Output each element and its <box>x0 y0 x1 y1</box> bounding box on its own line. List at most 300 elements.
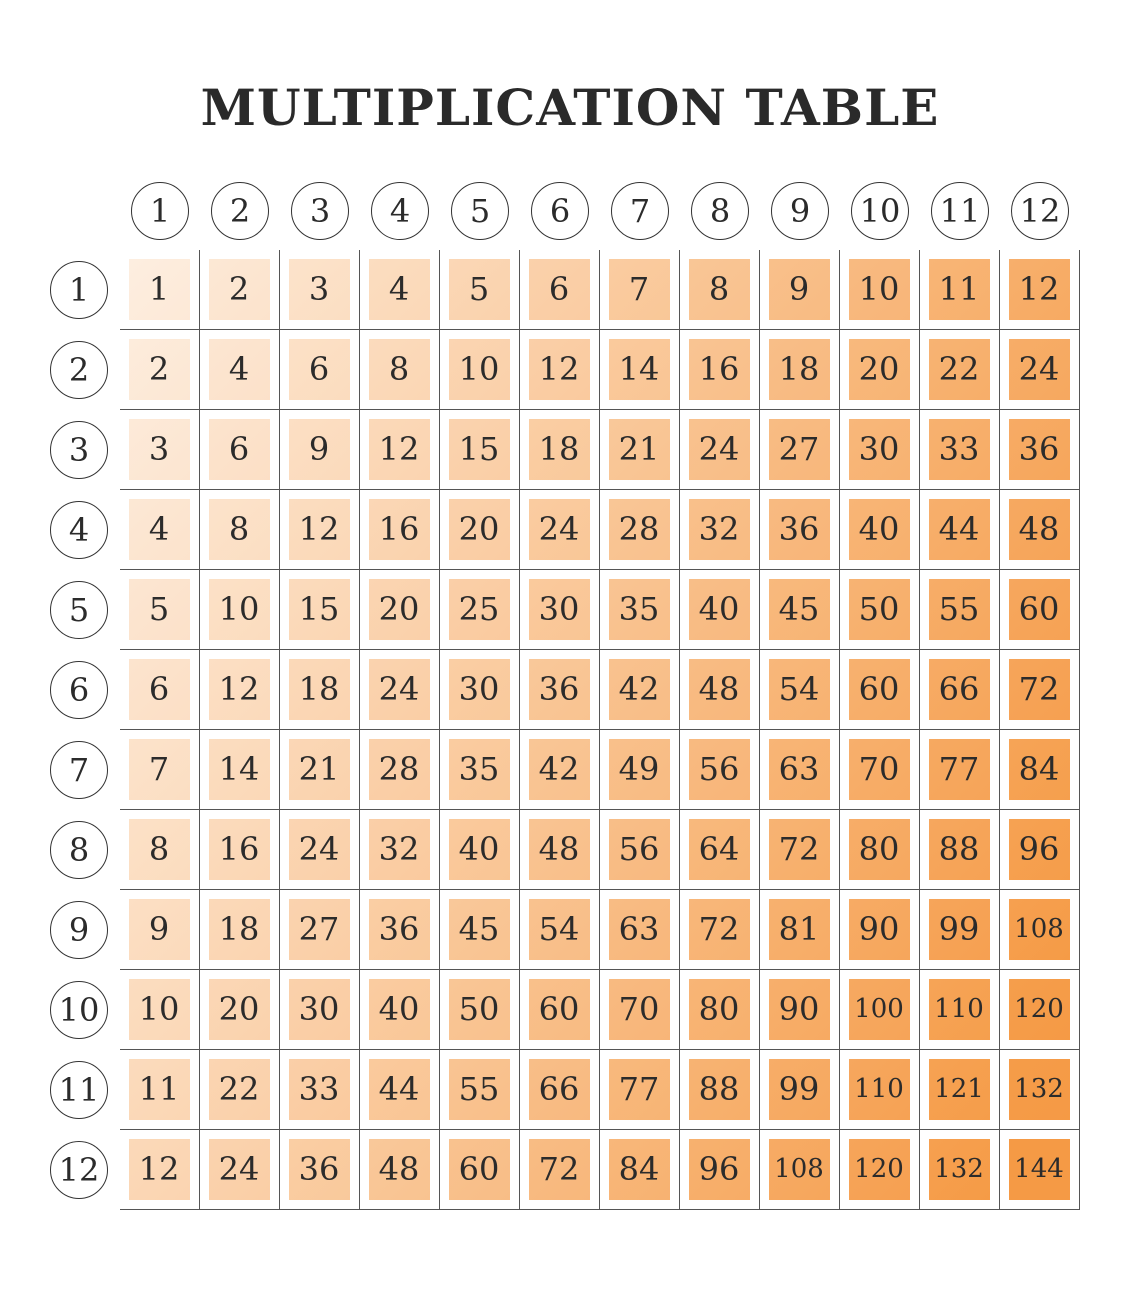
table-cell <box>600 1050 680 1130</box>
row-header-5: 5 <box>50 581 108 639</box>
table-cell <box>1000 1050 1080 1130</box>
cell-value: 14 <box>609 339 670 400</box>
table-cell <box>760 650 840 730</box>
table-cell <box>280 810 360 890</box>
cell-value: 6 <box>129 659 190 720</box>
table-cell <box>840 890 920 970</box>
cell-value: 8 <box>129 819 190 880</box>
cell-value: 21 <box>609 419 670 480</box>
cell-value: 9 <box>129 899 190 960</box>
table-cell <box>920 570 1000 650</box>
row-header-6: 6 <box>50 661 108 719</box>
row-header-2: 2 <box>50 341 108 399</box>
cell-value: 60 <box>1009 579 1070 640</box>
cell-value: 99 <box>929 899 990 960</box>
table-cell <box>120 1050 200 1130</box>
table-cell <box>600 970 680 1050</box>
table-cell <box>120 490 200 570</box>
cell-value: 28 <box>369 739 430 800</box>
cell-value: 54 <box>529 899 590 960</box>
table-cell <box>920 410 1000 490</box>
table-cell <box>280 1130 360 1210</box>
cell-value: 18 <box>529 419 590 480</box>
table-cell <box>440 330 520 410</box>
cell-value: 35 <box>609 579 670 640</box>
table-cell <box>920 490 1000 570</box>
column-header-6: 6 <box>531 182 589 240</box>
cell-value: 27 <box>769 419 830 480</box>
table-cell <box>360 1130 440 1210</box>
table-cell <box>440 410 520 490</box>
column-header-10: 10 <box>851 182 909 240</box>
column-header-4: 4 <box>371 182 429 240</box>
cell-value: 18 <box>289 659 350 720</box>
cell-value: 50 <box>849 579 910 640</box>
cell-value: 36 <box>1009 419 1070 480</box>
table-cell <box>760 410 840 490</box>
cell-value: 15 <box>289 579 350 640</box>
cell-value: 35 <box>449 739 510 800</box>
table-cell <box>520 890 600 970</box>
table-cell <box>920 730 1000 810</box>
cell-value: 40 <box>689 579 750 640</box>
cell-value: 36 <box>529 659 590 720</box>
table-cell <box>200 330 280 410</box>
cell-value: 18 <box>209 899 270 960</box>
table-cell <box>840 970 920 1050</box>
table-cell <box>600 410 680 490</box>
table-cell <box>520 1050 600 1130</box>
cell-value: 63 <box>769 739 830 800</box>
column-header-8: 8 <box>691 182 749 240</box>
row-header-4: 4 <box>50 501 108 559</box>
cell-value: 24 <box>689 419 750 480</box>
table-cell <box>760 250 840 330</box>
cell-value: 63 <box>609 899 670 960</box>
cell-value: 3 <box>289 259 350 320</box>
table-cell <box>1000 250 1080 330</box>
cell-value: 108 <box>1009 899 1070 960</box>
cell-value: 49 <box>609 739 670 800</box>
row-header-9: 9 <box>50 901 108 959</box>
table-cell <box>200 490 280 570</box>
table-cell <box>280 890 360 970</box>
column-header-3: 3 <box>291 182 349 240</box>
table-cell <box>840 730 920 810</box>
page-title: MULTIPLICATION TABLE <box>200 78 940 137</box>
cell-value: 18 <box>769 339 830 400</box>
table-cell <box>840 330 920 410</box>
table-cell <box>680 250 760 330</box>
cell-value: 100 <box>849 979 910 1040</box>
cell-value: 84 <box>609 1139 670 1200</box>
row-header-10: 10 <box>50 981 108 1039</box>
table-cell <box>760 570 840 650</box>
table-cell <box>840 410 920 490</box>
table-cell <box>840 1130 920 1210</box>
table-cell <box>840 810 920 890</box>
table-cell <box>600 1130 680 1210</box>
cell-value: 12 <box>529 339 590 400</box>
table-cell <box>440 570 520 650</box>
table-cell <box>120 970 200 1050</box>
table-cell <box>1000 410 1080 490</box>
cell-value: 40 <box>849 499 910 560</box>
table-cell <box>680 1130 760 1210</box>
column-header-11: 11 <box>931 182 989 240</box>
table-cell <box>920 1130 1000 1210</box>
table-cell <box>200 410 280 490</box>
table-cell <box>680 490 760 570</box>
cell-value: 6 <box>289 339 350 400</box>
cell-value: 45 <box>769 579 830 640</box>
cell-value: 2 <box>209 259 270 320</box>
table-cell <box>360 730 440 810</box>
table-cell <box>360 890 440 970</box>
table-cell <box>680 730 760 810</box>
table-cell <box>520 490 600 570</box>
cell-value: 30 <box>529 579 590 640</box>
table-cell <box>360 410 440 490</box>
cell-value: 120 <box>1009 979 1070 1040</box>
table-cell <box>360 1050 440 1130</box>
table-cell <box>440 730 520 810</box>
table-cell <box>680 330 760 410</box>
cell-value: 1 <box>129 259 190 320</box>
cell-value: 48 <box>529 819 590 880</box>
table-cell <box>200 570 280 650</box>
cell-value: 132 <box>1009 1059 1070 1120</box>
table-cell <box>680 570 760 650</box>
table-cell <box>600 570 680 650</box>
cell-value: 12 <box>369 419 430 480</box>
table-cell <box>920 810 1000 890</box>
column-header-1: 1 <box>131 182 189 240</box>
table-cell <box>440 650 520 730</box>
column-header-12: 12 <box>1011 182 1069 240</box>
cell-value: 90 <box>849 899 910 960</box>
cell-value: 40 <box>369 979 430 1040</box>
cell-value: 16 <box>689 339 750 400</box>
cell-value: 6 <box>529 259 590 320</box>
table-cell <box>360 810 440 890</box>
table-cell <box>120 250 200 330</box>
table-cell <box>200 970 280 1050</box>
table-cell <box>200 650 280 730</box>
cell-value: 40 <box>449 819 510 880</box>
table-cell <box>200 1050 280 1130</box>
cell-value: 77 <box>609 1059 670 1120</box>
cell-value: 3 <box>129 419 190 480</box>
table-cell <box>280 970 360 1050</box>
cell-value: 11 <box>929 259 990 320</box>
table-cell <box>760 890 840 970</box>
cell-value: 33 <box>289 1059 350 1120</box>
column-header-9: 9 <box>771 182 829 240</box>
table-cell <box>520 970 600 1050</box>
table-cell <box>600 490 680 570</box>
cell-value: 8 <box>689 259 750 320</box>
table-cell <box>600 810 680 890</box>
table-cell <box>200 730 280 810</box>
cell-value: 84 <box>1009 739 1070 800</box>
table-cell <box>760 970 840 1050</box>
cell-value: 66 <box>529 1059 590 1120</box>
table-cell <box>1000 330 1080 410</box>
table-cell <box>440 890 520 970</box>
table-cell <box>1000 730 1080 810</box>
cell-value: 55 <box>929 579 990 640</box>
cell-value: 80 <box>689 979 750 1040</box>
table-cell <box>280 730 360 810</box>
table-cell <box>840 490 920 570</box>
table-cell <box>120 330 200 410</box>
table-cell <box>520 570 600 650</box>
table-cell <box>200 810 280 890</box>
cell-value: 10 <box>449 339 510 400</box>
table-cell <box>920 250 1000 330</box>
cell-value: 10 <box>209 579 270 640</box>
table-cell <box>760 330 840 410</box>
cell-value: 99 <box>769 1059 830 1120</box>
table-cell <box>1000 490 1080 570</box>
row-header-7: 7 <box>50 741 108 799</box>
cell-value: 14 <box>209 739 270 800</box>
table-cell <box>120 890 200 970</box>
cell-value: 4 <box>129 499 190 560</box>
cell-value: 20 <box>209 979 270 1040</box>
cell-value: 24 <box>529 499 590 560</box>
row-header-1: 1 <box>50 261 108 319</box>
cell-value: 48 <box>689 659 750 720</box>
table-cell <box>920 650 1000 730</box>
table-cell <box>120 570 200 650</box>
table-cell <box>280 650 360 730</box>
table-cell <box>120 1130 200 1210</box>
cell-value: 132 <box>929 1139 990 1200</box>
cell-value: 56 <box>689 739 750 800</box>
cell-value: 10 <box>849 259 910 320</box>
table-cell <box>280 1050 360 1130</box>
cell-value: 110 <box>849 1059 910 1120</box>
cell-value: 30 <box>289 979 350 1040</box>
cell-value: 30 <box>449 659 510 720</box>
cell-value: 7 <box>129 739 190 800</box>
row-header-8: 8 <box>50 821 108 879</box>
cell-value: 24 <box>289 819 350 880</box>
table-cell <box>520 330 600 410</box>
table-cell <box>120 730 200 810</box>
cell-value: 60 <box>529 979 590 1040</box>
cell-value: 88 <box>929 819 990 880</box>
table-cell <box>680 810 760 890</box>
cell-value: 96 <box>1009 819 1070 880</box>
row-header-12: 12 <box>50 1141 108 1199</box>
cell-value: 72 <box>1009 659 1070 720</box>
column-header-5: 5 <box>451 182 509 240</box>
cell-value: 36 <box>289 1139 350 1200</box>
cell-value: 4 <box>369 259 430 320</box>
table-cell <box>520 410 600 490</box>
cell-value: 20 <box>449 499 510 560</box>
table-cell <box>920 890 1000 970</box>
cell-value: 48 <box>1009 499 1070 560</box>
cell-value: 9 <box>289 419 350 480</box>
cell-value: 11 <box>129 1059 190 1120</box>
cell-value: 12 <box>1009 259 1070 320</box>
table-cell <box>840 650 920 730</box>
table-cell <box>280 570 360 650</box>
cell-value: 32 <box>369 819 430 880</box>
table-cell <box>1000 570 1080 650</box>
cell-value: 36 <box>369 899 430 960</box>
cell-value: 20 <box>369 579 430 640</box>
cell-value: 2 <box>129 339 190 400</box>
cell-value: 32 <box>689 499 750 560</box>
table-cell <box>440 810 520 890</box>
cell-value: 72 <box>529 1139 590 1200</box>
cell-value: 10 <box>129 979 190 1040</box>
table-cell <box>920 330 1000 410</box>
cell-value: 66 <box>929 659 990 720</box>
table-cell <box>840 1050 920 1130</box>
cell-value: 5 <box>129 579 190 640</box>
cell-value: 36 <box>769 499 830 560</box>
cell-value: 60 <box>849 659 910 720</box>
cell-value: 55 <box>449 1059 510 1120</box>
table-cell <box>680 1050 760 1130</box>
table-cell <box>360 970 440 1050</box>
cell-value: 72 <box>689 899 750 960</box>
table-cell <box>200 1130 280 1210</box>
table-cell <box>760 810 840 890</box>
table-cell <box>760 490 840 570</box>
cell-value: 80 <box>849 819 910 880</box>
cell-value: 96 <box>689 1139 750 1200</box>
table-cell <box>1000 650 1080 730</box>
cell-value: 4 <box>209 339 270 400</box>
cell-value: 72 <box>769 819 830 880</box>
table-cell <box>840 570 920 650</box>
cell-value: 90 <box>769 979 830 1040</box>
table-cell <box>360 330 440 410</box>
cell-value: 42 <box>609 659 670 720</box>
table-cell <box>520 250 600 330</box>
table-cell <box>600 650 680 730</box>
table-cell <box>360 570 440 650</box>
table-cell <box>280 330 360 410</box>
cell-value: 42 <box>529 739 590 800</box>
cell-value: 9 <box>769 259 830 320</box>
table-cell <box>280 490 360 570</box>
row-header-3: 3 <box>50 421 108 479</box>
table-cell <box>120 810 200 890</box>
table-cell <box>680 970 760 1050</box>
table-cell <box>440 1050 520 1130</box>
cell-value: 48 <box>369 1139 430 1200</box>
cell-value: 28 <box>609 499 670 560</box>
table-cell <box>1000 1130 1080 1210</box>
cell-value: 144 <box>1009 1139 1070 1200</box>
cell-value: 24 <box>1009 339 1070 400</box>
cell-value: 108 <box>769 1139 830 1200</box>
table-cell <box>120 410 200 490</box>
cell-value: 8 <box>369 339 430 400</box>
table-cell <box>280 410 360 490</box>
cell-value: 81 <box>769 899 830 960</box>
table-cell <box>120 650 200 730</box>
table-cell <box>520 1130 600 1210</box>
table-cell <box>680 890 760 970</box>
table-cell <box>200 890 280 970</box>
table-cell <box>1000 810 1080 890</box>
table-cell <box>360 490 440 570</box>
cell-value: 70 <box>849 739 910 800</box>
table-cell <box>440 250 520 330</box>
table-cell <box>600 330 680 410</box>
cell-value: 50 <box>449 979 510 1040</box>
table-cell <box>840 250 920 330</box>
table-cell <box>440 1130 520 1210</box>
table-cell <box>760 1130 840 1210</box>
cell-value: 60 <box>449 1139 510 1200</box>
table-cell <box>680 410 760 490</box>
cell-value: 27 <box>289 899 350 960</box>
cell-value: 5 <box>449 259 510 320</box>
table-cell <box>360 250 440 330</box>
cell-value: 12 <box>209 659 270 720</box>
table-cell <box>600 730 680 810</box>
cell-value: 110 <box>929 979 990 1040</box>
row-header-11: 11 <box>50 1061 108 1119</box>
table-cell <box>280 250 360 330</box>
table-cell <box>520 650 600 730</box>
table-cell <box>760 1050 840 1130</box>
table-cell <box>200 250 280 330</box>
cell-value: 15 <box>449 419 510 480</box>
cell-value: 8 <box>209 499 270 560</box>
cell-value: 77 <box>929 739 990 800</box>
cell-value: 64 <box>689 819 750 880</box>
table-cell <box>520 810 600 890</box>
cell-value: 25 <box>449 579 510 640</box>
column-header-7: 7 <box>611 182 669 240</box>
cell-value: 12 <box>129 1139 190 1200</box>
cell-value: 16 <box>369 499 430 560</box>
cell-value: 22 <box>929 339 990 400</box>
cell-value: 45 <box>449 899 510 960</box>
table-cell <box>920 970 1000 1050</box>
cell-value: 22 <box>209 1059 270 1120</box>
cell-value: 70 <box>609 979 670 1040</box>
table-cell <box>1000 890 1080 970</box>
cell-value: 44 <box>369 1059 430 1120</box>
cell-value: 88 <box>689 1059 750 1120</box>
cell-value: 6 <box>209 419 270 480</box>
cell-value: 54 <box>769 659 830 720</box>
table-cell <box>1000 970 1080 1050</box>
table-cell <box>600 890 680 970</box>
cell-value: 56 <box>609 819 670 880</box>
table-cell <box>600 250 680 330</box>
cell-value: 30 <box>849 419 910 480</box>
cell-value: 12 <box>289 499 350 560</box>
cell-value: 120 <box>849 1139 910 1200</box>
cell-value: 24 <box>209 1139 270 1200</box>
table-cell <box>760 730 840 810</box>
table-cell <box>440 490 520 570</box>
cell-value: 21 <box>289 739 350 800</box>
